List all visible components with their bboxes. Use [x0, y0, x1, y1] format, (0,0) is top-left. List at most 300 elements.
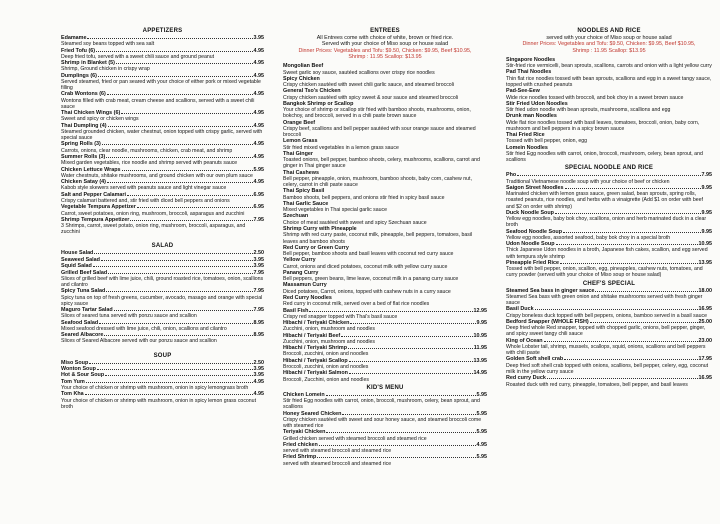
menu-item — [506, 185, 712, 210]
dot-leader — [104, 335, 252, 336]
menu-item — [61, 332, 264, 345]
item-price: 7.95 — [701, 172, 712, 179]
item-description: Wide rice noodles tossed with broccoli, and bok choy in a sweet brown sauce — [506, 94, 684, 101]
item-description: Slices of seared tuna served with ponzu sauce and scallion — [61, 313, 197, 320]
item-price: 5.95 — [476, 454, 487, 461]
menu-item — [283, 76, 487, 89]
menu-item — [283, 295, 487, 308]
appetizers-heading: APPETIZERS — [142, 28, 183, 34]
item-description: Shrimp with red curry paste, coconut milk, pineapple, bell peppers, tomatoes, basil leaves and bamboo shoots — [283, 232, 473, 245]
item-price: 7.95 — [253, 307, 264, 313]
special-list — [506, 172, 712, 278]
item-name: Stir Fried Udon Noodles — [506, 100, 568, 107]
dot-leader — [547, 378, 698, 379]
item-name: Basil Fish — [283, 307, 309, 314]
menu-item — [506, 57, 712, 70]
item-description: Diced potatoes, Carrot, onions, topped with cashew nuts in a curry sauce — [283, 288, 451, 295]
menu-item — [283, 320, 487, 333]
item-price: 14.95 — [473, 370, 487, 377]
item-description: Broccoli, zucchini, onion and noodles — [283, 351, 369, 358]
item-description: Deep fried tofu, served with a sweet chili sauce and ground peanut — [61, 53, 215, 60]
dot-leader — [341, 336, 472, 337]
kids-heading: KID'S MENU — [366, 384, 404, 391]
menu-item — [506, 132, 712, 145]
menu-item — [61, 35, 264, 48]
item-description: Thick Japanese Udon noodles in a broth, Japanese fish cakes, scallion, and egg served with tempura style shrimp — [506, 247, 708, 260]
entrees-heading: ENTREES — [370, 28, 400, 34]
menu-item — [506, 260, 712, 279]
menu-item — [506, 288, 712, 307]
middle-column — [283, 20, 487, 467]
dot-leader — [555, 213, 701, 214]
item-price: 9.95 — [476, 320, 487, 327]
dot-leader — [99, 323, 252, 324]
item-name: Grilled Beef Salad — [61, 269, 108, 276]
item-name: Lomein Noodles — [506, 144, 548, 151]
menu-item — [61, 320, 264, 333]
dot-leader — [319, 445, 476, 446]
item-name: Seafood Salad — [61, 319, 99, 326]
special-heading: SPECIAL NOODLE AND RICE — [564, 165, 654, 172]
menu-item — [283, 188, 487, 201]
item-name: Steamed Sea bass in ginger sauce — [506, 287, 595, 294]
item-description: Roasted duck with red curry, pineapple, tomatoes, bell pepper, and basil leaves — [506, 381, 688, 388]
item-name: Miso Soup — [61, 359, 89, 366]
menu-item — [283, 370, 487, 383]
menu-item — [283, 442, 487, 455]
menu-item — [283, 270, 487, 283]
item-description: Your choice of chicken or shrimp with mushroom, onion in spicy lemon grass coconut broth — [61, 397, 257, 410]
item-name: Hibachi / Teriyaki Shrimp — [283, 345, 348, 352]
item-name: Spicy Chicken — [283, 75, 320, 82]
item-description: Whole Lobster tail, shrimp, mussels, scallops, squid, onions, scallions and bell peppers with chili paste — [506, 344, 706, 357]
item-description: Red curry in coconut milk, served over a bed of flat rice noodles — [283, 301, 430, 308]
item-description: Mixed vegetables in Thai special garlic sauce — [283, 207, 387, 214]
item-name: Seared Albacore — [61, 332, 104, 339]
item-price: 13.95 — [473, 357, 487, 364]
item-name: Shrimp in Blanket (5) — [61, 60, 115, 67]
soup-heading: SOUP — [153, 352, 172, 359]
item-description: Yellow egg noodles, baby bok choy, scallions, onion and herb marinated duck in a clear broth — [506, 216, 707, 229]
menu-item — [61, 288, 264, 307]
dot-leader — [105, 375, 252, 376]
menu-item — [283, 429, 487, 442]
menu-item — [61, 217, 264, 236]
dot-leader — [87, 38, 252, 39]
dot-leader — [317, 457, 475, 458]
item-price: 4.95 — [253, 122, 264, 129]
item-price: 8.95 — [253, 319, 264, 326]
item-description: Wide flat rice noodles tossed with basil leaves, tomatoes, broccoli, onion, baby corn, mushroom and bell peppers in a spicy brown sauce — [506, 119, 700, 132]
menu-item — [283, 213, 487, 226]
item-description: Choice of meat sautéed with sweet and spicy Szechuan sauce — [283, 219, 427, 226]
item-name: Lemon Grass — [283, 138, 318, 145]
item-name: Hibachi / Teriyaki Beef — [283, 332, 341, 339]
item-price: 3.95 — [253, 372, 264, 379]
item-name: Fried Shrimp — [283, 454, 317, 461]
item-price: 2.50 — [253, 250, 264, 257]
menu-item — [61, 307, 264, 320]
dot-leader — [114, 310, 253, 311]
item-price: 5.95 — [253, 166, 264, 173]
dot-leader — [89, 363, 252, 364]
dot-leader — [98, 76, 253, 77]
item-name: Edamame — [61, 35, 87, 41]
item-description: served with steamed broccoli and steamed rice — [283, 448, 392, 455]
item-price: 6.95 — [253, 191, 264, 198]
menu-item — [61, 379, 264, 392]
item-description: Carrots, onions, clear noodle, mushrooms, chicken, crab meat, and shrimp — [61, 147, 233, 154]
item-description: Zucchini, onion, mushroom and noodles — [283, 326, 375, 333]
item-name: Drunk man Noodles — [506, 113, 557, 120]
noodles-note-soup: served with your choice of Miso soup or house salad — [546, 35, 672, 41]
item-name: Bangkok Shrimp or Scallop — [283, 100, 354, 107]
menu-item — [283, 120, 487, 139]
menu-item — [283, 101, 487, 120]
item-name: Yellow Curry — [283, 257, 316, 264]
item-price: 4.95 — [253, 110, 264, 117]
item-price: 6.95 — [253, 204, 264, 211]
menu-item — [506, 69, 712, 88]
item-name: Thai Chicken Wings (6) — [61, 110, 121, 117]
menu-item — [61, 60, 264, 73]
item-price: 16.95 — [698, 375, 712, 382]
item-name: Bedford Snapper (WHOLE FISH) — [506, 318, 589, 325]
item-price: 9.95 — [701, 184, 712, 191]
menu-item — [283, 454, 487, 467]
item-price: 4.95 — [253, 179, 264, 186]
entrees-prices: Dinner Prices: Vegetables and Tofu: $9.50, Chicken: $9.95, Beef $10.95, — [298, 47, 472, 54]
menu-item — [283, 138, 487, 151]
item-description: Deep fried soft shell crab topped with onions, scallions, bell pepper, celery, egg, coconut milk in the yellow curry sauce — [506, 362, 709, 375]
dot-leader — [102, 144, 253, 145]
entrees-note-rice: All Entrees come with choice of white, brown or fried rice. — [316, 35, 454, 41]
item-description: Crispy boneless duck topped with bell peppers, onions, bamboo served in a basil sauce — [506, 312, 707, 319]
dot-leader — [544, 341, 698, 342]
dot-leader — [349, 373, 473, 374]
item-price: 7.95 — [253, 216, 264, 223]
item-name: Red Curry Noodles — [283, 294, 332, 301]
item-name: Udon Noodle Soup — [506, 241, 555, 248]
dot-leader — [350, 323, 475, 324]
item-description: Shrimp, Ground chicken in crispy wrap — [61, 66, 150, 73]
menu-item — [283, 88, 487, 101]
dot-leader — [108, 273, 252, 274]
noodles-heading: NOODLES AND RICE — [577, 28, 641, 34]
item-name: Red Curry or Green Curry — [283, 244, 349, 251]
menu-item — [61, 48, 264, 61]
menu-item — [283, 170, 487, 189]
item-name: Spicy Tuna Salad — [61, 288, 106, 295]
item-description: Tossed with bell pepper, onion, egg — [506, 138, 588, 145]
item-price: 4.95 — [253, 378, 264, 385]
item-price: 18.00 — [698, 287, 712, 294]
item-name: Fried Tofu (6) — [61, 47, 96, 54]
dot-leader — [326, 432, 475, 433]
item-price: 7.95 — [253, 288, 264, 295]
item-price: 23.00 — [698, 337, 712, 344]
dot-leader — [517, 175, 700, 176]
menu-item — [506, 319, 712, 338]
item-description: Steamed Sea bass with green onion and shitake mushrooms served with fresh ginger sauce — [506, 293, 703, 307]
item-name: Szechuan — [283, 213, 309, 220]
menu-item — [283, 226, 487, 245]
dot-leader — [564, 359, 697, 360]
menu-item — [506, 375, 712, 388]
item-description: Spicy tuna on top of fresh greens, cucumber, avocado, masago and orange with special spicy sauce — [61, 294, 263, 307]
menu-item — [61, 141, 264, 154]
soup-list — [61, 360, 264, 410]
item-name: Maguro Tartar Salad — [61, 307, 113, 313]
dot-leader — [96, 51, 252, 52]
item-name: House Salad — [61, 250, 94, 257]
menu-item — [61, 270, 264, 289]
dot-leader — [94, 253, 252, 254]
item-price: 17.95 — [698, 356, 712, 363]
chef-list — [506, 288, 712, 388]
item-description: Yellow egg noodles, assorted seafood, baby bok choy in a special broth — [506, 234, 671, 241]
item-description: Broccoli, Zucchini, onion and noodles — [283, 376, 369, 383]
item-price: 16.95 — [698, 306, 712, 313]
entrees-prices-seafood: Shrimp : 11.95 Scallop: $13.95 — [348, 53, 422, 60]
menu-item — [61, 123, 264, 142]
item-name: Shrimp Curry with Pineapple — [283, 226, 357, 233]
dot-leader — [563, 232, 700, 233]
item-price: 4.95 — [253, 391, 264, 398]
item-description: Sweet garlic soy sauce, sautéed scallions over crispy rice noodles — [283, 69, 435, 76]
item-price: 13.95 — [698, 259, 712, 266]
dot-leader — [137, 207, 253, 208]
dot-leader — [342, 414, 475, 415]
chef-heading: CHEF'S SPECIAL — [582, 280, 636, 287]
menu-item — [61, 179, 264, 192]
menu-item — [283, 308, 487, 321]
menu-item — [283, 392, 487, 411]
item-description: Bell pepper, bamboo shoots and basil leaves with coconut red curry sauce — [283, 251, 454, 258]
dot-leader — [121, 113, 252, 114]
dot-leader — [93, 266, 253, 267]
noodles-prices-seafood: Shrimp : 11.95 Scallop: $13.95 — [572, 47, 646, 54]
item-name: Panang Curry — [283, 269, 319, 276]
item-description: Mixed garden vegetables, rice noodle and shrimp served with peanuts sauce — [61, 160, 238, 167]
item-description: Steamed soy beans topped with sea salt — [61, 41, 155, 48]
item-name: Thai Cashews — [283, 169, 319, 176]
item-name: Thai Garlic Sauce — [283, 200, 329, 207]
item-name: Hibachi / Teriyaki Salmon — [283, 370, 348, 377]
dot-leader — [122, 170, 253, 171]
item-description: Steamed grounded chicken, water chestnut, onion topped with crispy garlic, served with special sauce — [61, 129, 263, 142]
dot-leader — [107, 182, 253, 183]
dot-leader — [130, 220, 252, 221]
kids-list — [283, 392, 487, 467]
item-price: 9.95 — [701, 209, 712, 216]
dot-leader — [565, 188, 701, 189]
dot-leader — [326, 395, 476, 396]
item-description: 3 Shrimps, carrot, sweet potato, onion ring, mushroom, broccoli, asparagus, and zucchini — [61, 223, 246, 236]
item-description: Thin flat rice noodles tossed with bean sprouts, scallions and egg in a sweet tangy sauce, topped with crushed peanuts — [506, 75, 712, 88]
item-description: Mixed seafood dressed with lime juice, chili, onion, scallions and cilantro — [61, 325, 227, 332]
menu-item — [283, 358, 487, 371]
item-price: 4.95 — [253, 72, 264, 79]
dot-leader — [97, 369, 253, 370]
menu-item — [61, 154, 264, 167]
item-name: Massamun Curry — [283, 282, 327, 289]
appetizers-list — [61, 35, 264, 235]
item-price: 10.95 — [473, 332, 487, 339]
item-description: Bell peppers, green beans, lime leave, coconut milk in a panang curry sauce — [283, 276, 459, 283]
item-description: Crispy chicken sautéed with sweet chili garlic sauce, and steamed broccoli — [283, 82, 454, 89]
item-description: Stir fried mixed vegetables in a lemon grass sauce — [283, 144, 399, 151]
dot-leader — [560, 263, 697, 264]
item-price: 4.95 — [253, 91, 264, 98]
item-name: Saigon Street Noodles — [506, 184, 564, 191]
item-description: Kabob style skewers served with peanuts sauce and light vinegar sauce — [61, 185, 227, 192]
item-description: Broccoli, zucchini, onion and noodles — [283, 364, 369, 371]
menu-item — [506, 172, 712, 185]
right-column — [506, 20, 712, 388]
dot-leader — [106, 291, 252, 292]
dot-leader — [595, 291, 697, 292]
item-name: Orange Beef — [283, 119, 316, 126]
menu-item — [506, 210, 712, 229]
dot-leader — [101, 260, 253, 261]
menu-item — [506, 145, 712, 164]
menu-item — [61, 391, 264, 410]
item-name: Golden Soft shell crab — [506, 356, 564, 363]
item-price: 8.95 — [253, 332, 264, 339]
item-name: Pad Thai Noodles — [506, 69, 552, 76]
item-name: Thai Spicy Basil — [283, 188, 325, 195]
item-description: Slices of Seared Albacore served with our ponzu sauce and scallion — [61, 338, 217, 345]
item-description: Carrot, sweet potatoes, onion ring, mushroom, broccoli, asparagus and zucchini — [61, 210, 245, 217]
item-price: 3.95 — [253, 256, 264, 263]
item-name: Thai Dumpling (4) — [61, 122, 107, 129]
dot-leader — [535, 309, 698, 310]
noodles-list — [506, 57, 712, 163]
item-description: Stir fried Egg noodles with carrot, onion, broccoli, mushroom, celery, bean sprout, and scallions — [506, 150, 703, 164]
item-name: Hibachi / Teriyaki Scallop — [283, 357, 348, 364]
item-description: Stir fried udon noodle with bean sprouts, mushrooms, scallions and egg — [506, 107, 671, 114]
item-name: Wonton Soup — [61, 365, 96, 372]
menu-item — [506, 306, 712, 319]
item-description: Sweet and spicy or chicken wings — [61, 116, 139, 123]
menu-item — [506, 356, 712, 375]
item-name: Duck Noodle Soup — [506, 209, 554, 216]
item-description: Served steamed, fried or pan seared with your choice of either pork or mixed vegetable filling — [61, 78, 261, 92]
item-price: 7.95 — [253, 269, 264, 276]
item-name: King of Ocean — [506, 337, 543, 344]
item-price: 11.95 — [473, 345, 487, 352]
item-description: Traditional Vietnamese noodle soup with your choice of beef or chicken — [506, 178, 670, 185]
menu-item — [506, 101, 712, 114]
item-name: Teriyaki Chicken — [283, 429, 326, 436]
item-description: Your choice of chicken or shrimp with mushroom, onion in spicy lemongrass broth — [61, 385, 249, 392]
dot-leader — [590, 322, 698, 323]
menu-item — [283, 245, 487, 258]
item-name: Red curry Duck — [506, 375, 546, 382]
dot-leader — [349, 361, 473, 362]
item-name: Spring Rolls (3) — [61, 141, 101, 148]
item-price: 12.95 — [473, 307, 487, 314]
dot-leader — [556, 244, 698, 245]
dot-leader — [348, 348, 473, 349]
menu-item — [61, 110, 264, 123]
item-name: Hot & Sour Soup — [61, 372, 105, 379]
item-description: served with steamed broccoli and steamed rice — [283, 460, 392, 467]
item-name: Chicken Satay (4) — [61, 179, 106, 186]
item-price: 4.95 — [253, 153, 264, 160]
menu-item — [506, 113, 712, 132]
item-description: Slices of grilled beef with lime juice, chili, ground roasted rice, tomatoes, onion, scallions and cilantro — [61, 275, 264, 289]
item-name: Vegetable Tempura Appetizer — [61, 204, 136, 211]
item-name: Crab Wontons (6) — [61, 91, 106, 98]
item-name: Chicken Lettuce Wraps — [61, 166, 121, 173]
item-name: Chicken Lomein — [283, 391, 325, 398]
item-description: Bell pepper, pineapple, onion, mushroom, bamboo shoots, baby corn, cashew nut, celery, carrot in chili paste sauce — [283, 175, 472, 189]
salad-list — [61, 250, 264, 344]
item-name: Singapore Noodles — [506, 56, 556, 63]
item-name: Thai Ginger — [283, 150, 313, 157]
item-price: 25.00 — [698, 318, 712, 325]
item-description: Crispy calamari battered and, stir fried with diced bell peppers and onions — [61, 197, 230, 204]
menu-item — [283, 333, 487, 346]
item-name: Hibachi / Teriyaki Chicken — [283, 320, 350, 327]
item-description: Tossed with bell pepper, onion, scallion, egg, pineapples, cashew nuts, tomatoes, and curry powder (served with your choice of Miso soup or house salad) — [506, 266, 703, 279]
item-description: Carrot, onions and diced potatoes, coconut milk with yellow curry sauce — [283, 263, 448, 270]
item-description: Crispy chicken sautéed with sweet and sour honey sauce, and steamed broccoli come with steamed rice — [283, 416, 482, 430]
item-name: Fried chicken — [283, 441, 318, 448]
item-description: Your choice of shrimp or scallop stir fried with bamboo shoots, mushrooms, onion, bokchoy, and broccoli, served in a chili paste brown sauce — [283, 107, 471, 120]
dot-leader — [108, 126, 253, 127]
item-price: 4.95 — [253, 60, 264, 67]
item-name: Salt and Pepper Calamari — [61, 191, 127, 198]
dot-leader — [85, 394, 253, 395]
dot-leader — [106, 157, 252, 158]
item-price: 3.95 — [253, 365, 264, 372]
menu-item — [506, 88, 712, 101]
item-price: 5.95 — [476, 391, 487, 398]
salad-heading: SALAD — [151, 243, 174, 250]
noodles-prices: Dinner Prices: Vegetables and Tofu: $9.50, Chicken: $9.95, Beef $10.95, — [522, 41, 696, 48]
dot-leader — [127, 195, 252, 196]
item-description: Crispy beef, scallions and bell pepper sautéed with sour orange sauce and steamed broccoli — [283, 125, 476, 139]
item-price: 4.95 — [253, 141, 264, 148]
item-price: 4.95 — [253, 47, 264, 54]
item-price: 5.95 — [476, 429, 487, 436]
menu-item — [283, 282, 487, 295]
item-description: Crispy chicken sautéed with spicy sweet & sour sauce and steamed broccoli — [283, 94, 459, 101]
item-description: Zucchini, onion, mushroom and noodles — [283, 338, 375, 345]
item-price: 9.95 — [701, 228, 712, 235]
item-name: Seafood Noodle Soup — [506, 228, 563, 235]
item-name: Pineapple Fried Rice — [506, 259, 560, 266]
item-price: 10.95 — [698, 241, 712, 248]
item-description: Crispy red snapper topped with Thai's basil sauce — [283, 313, 398, 320]
menu-item — [61, 91, 264, 110]
item-price: 4.95 — [476, 441, 487, 448]
item-price: 5.95 — [476, 410, 487, 417]
menu-item — [61, 204, 264, 217]
menu-item — [506, 229, 712, 242]
item-price: 3.95 — [253, 263, 264, 270]
item-price: 3.95 — [253, 35, 264, 41]
entrees-list — [283, 63, 487, 383]
item-description: Water chestnuts, shitake mushrooms, and ground chicken with our own plum sauce — [61, 172, 253, 179]
item-price: 2.50 — [253, 359, 264, 366]
menu-item — [283, 201, 487, 214]
item-description: Deep fried whole Red snapper, topped with chopped garlic, onions, bell pepper, ginger, and spicy sweet tangy chili sauce — [506, 325, 706, 338]
item-description: Stir fried Egg noodles with carrot, onion, broccoli, mushroom, celery, bean sprout, and scallions — [283, 398, 480, 411]
